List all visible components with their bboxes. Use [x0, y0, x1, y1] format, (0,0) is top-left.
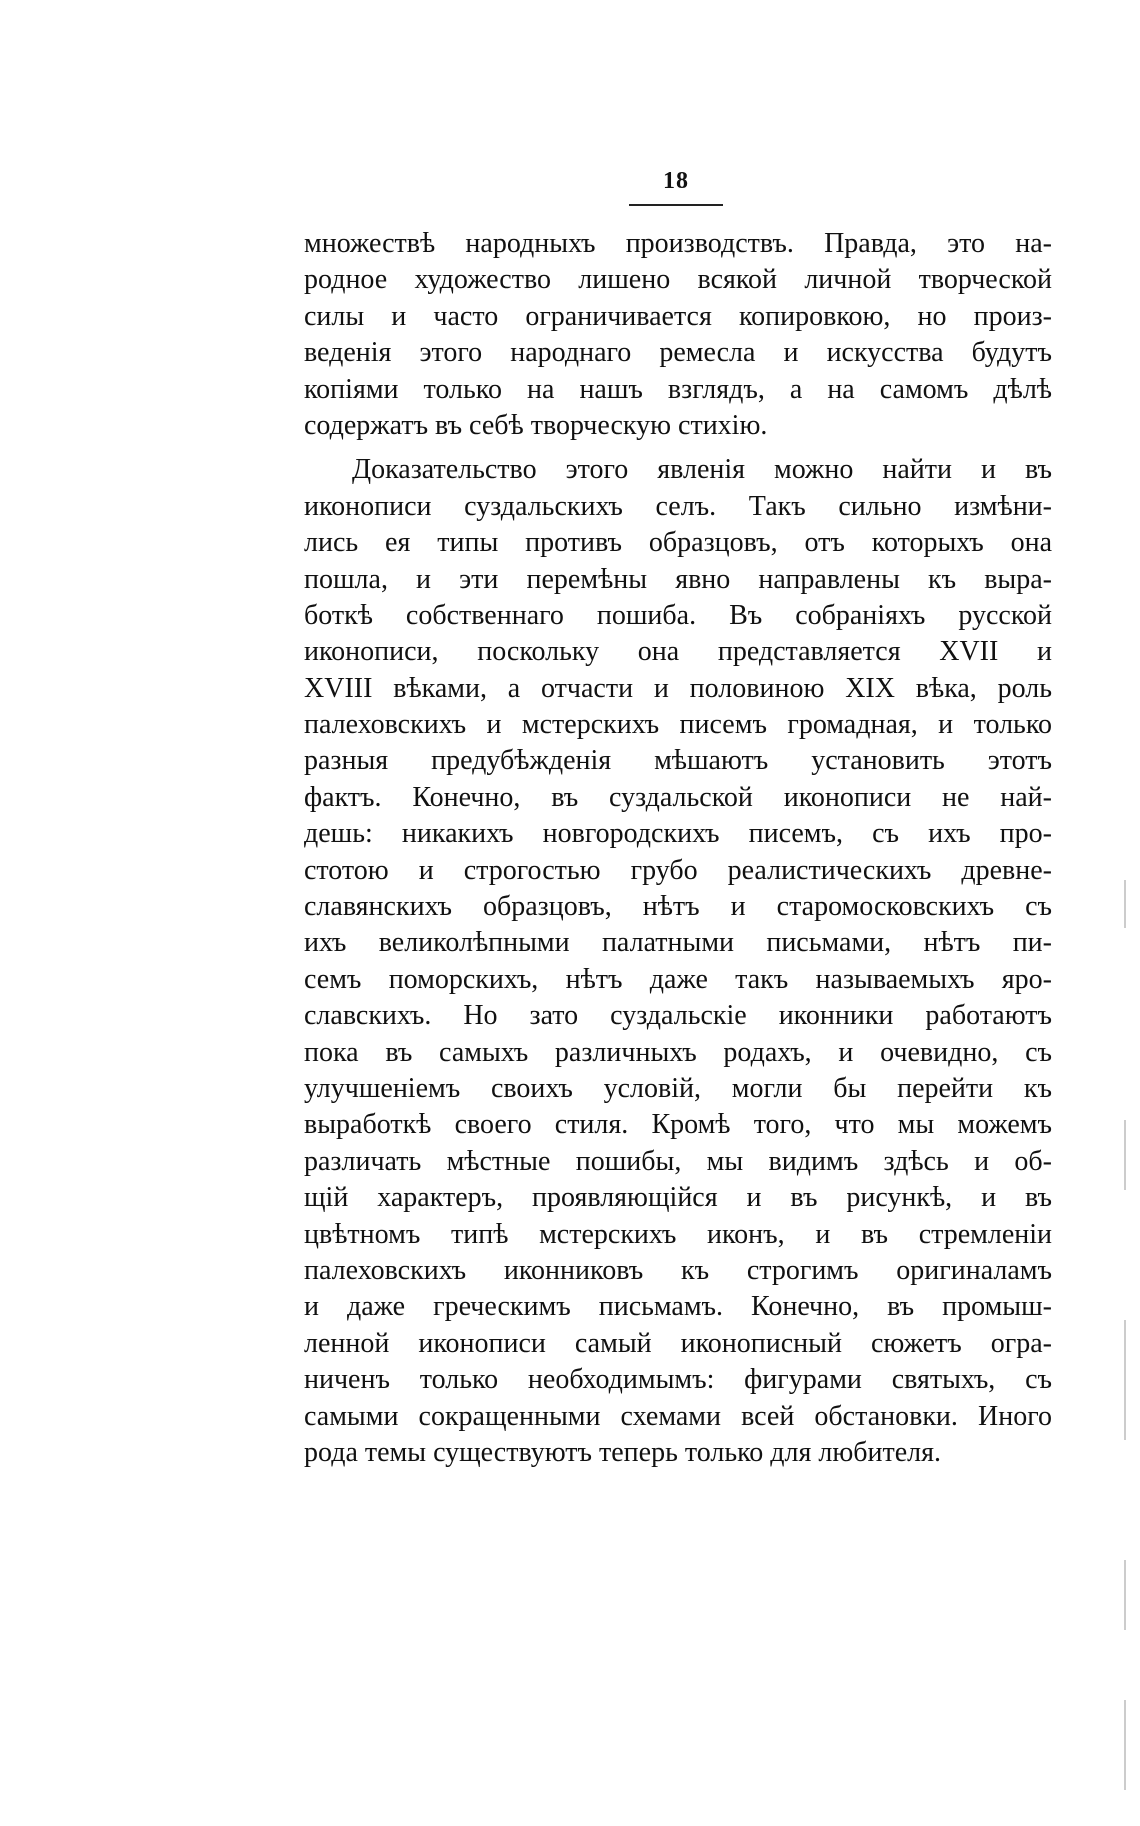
text-line: родное художество лишено всякой личной творческой	[304, 264, 1052, 296]
text-line: иконописи, поскольку она представляется XVII и	[304, 636, 1052, 668]
text-line: пошла, и эти перемѣны явно направлены къ выра-	[304, 563, 1052, 595]
text-line: различать мѣстные пошибы, мы видимъ здѣсь и об-	[304, 1145, 1052, 1177]
text-line: множествѣ народныхъ производствъ. Правда, это на-	[304, 228, 1052, 259]
text-line: палеховскихъ и мстерскихъ писемъ громадная, и только	[304, 709, 1052, 741]
text-line: славскихъ. Но зато суздальскіе иконники работаютъ	[304, 1000, 1052, 1032]
text-line: улучшеніемъ своихъ условій, могли бы перейти къ	[304, 1072, 1052, 1104]
text-line: дешь: никакихъ новгородскихъ писемъ, съ ихъ про-	[304, 818, 1052, 850]
text-line: и даже греческимъ письмамъ. Конечно, въ промыш-	[304, 1291, 1052, 1323]
text-line: лись ея типы противъ образцовъ, отъ которыхъ она	[304, 527, 1052, 559]
text-line: ихъ великолѣпными палатными письмами, нѣтъ пи-	[304, 927, 1052, 959]
text-line: выработкѣ своего стиля. Кромѣ того, что мы можемъ	[304, 1109, 1052, 1141]
text-line: фактъ. Конечно, въ суздальской иконописи не най-	[304, 781, 1052, 813]
text-line: рода темы существуютъ теперь только для любителя.	[304, 1436, 941, 1468]
text-line: содержатъ въ себѣ творческую стихію.	[304, 409, 768, 441]
body-text	[304, 226, 1052, 1471]
paragraph-1	[304, 226, 1052, 444]
text-line: ниченъ только необходимымъ: фигурами святыхъ, съ	[304, 1364, 1052, 1396]
text-line: самыми сокращенными схемами всей обстановки. Иного	[304, 1400, 1052, 1432]
text-line: цвѣтномъ типѣ мстерскихъ иконъ, и въ стремленіи	[304, 1218, 1052, 1250]
page-number-underline	[629, 204, 723, 206]
text-line: пока въ самыхъ различныхъ родахъ, и очевидно, съ	[304, 1036, 1052, 1068]
scan-edge-mark	[1124, 1560, 1126, 1630]
text-line: щій характеръ, проявляющійся и въ рисункѣ, и въ	[304, 1182, 1052, 1214]
text-line: силы и часто ограничивается копировкою, но произ-	[304, 300, 1052, 332]
text-line: боткѣ собственнаго пошиба. Въ собраніяхъ русской	[304, 599, 1052, 631]
text-line: веденія этого народнаго ремесла и искусства будутъ	[304, 337, 1052, 369]
text-line: иконописи суздальскихъ селъ. Такъ сильно измѣни-	[304, 490, 1052, 522]
text-line: семъ поморскихъ, нѣтъ даже такъ называемыхъ яро-	[304, 963, 1052, 995]
text-line: Доказательство этого явленія можно найти и въ	[352, 454, 1052, 486]
text-line: XVIII вѣками, а отчасти и половиною XIX вѣка, роль	[304, 672, 1052, 704]
scan-edge-mark	[1124, 1700, 1126, 1790]
text-line: славянскихъ образцовъ, нѣтъ и старомосковскихъ съ	[304, 891, 1052, 923]
text-line: разныя предубѣжденія мѣшаютъ установить этотъ	[304, 745, 1052, 777]
text-line: ленной иконописи самый иконописный сюжетъ огра-	[304, 1327, 1052, 1359]
scan-edge-mark	[1124, 1120, 1126, 1190]
paragraph-2	[304, 452, 1052, 1471]
scan-edge-mark	[1124, 880, 1126, 928]
page-number: 18	[663, 168, 689, 194]
text-line: стотою и строгостью грубо реалистическихъ древне-	[304, 854, 1052, 886]
scan-edge-mark	[1124, 1320, 1126, 1440]
text-line: копіями только на нашъ взглядъ, а на самомъ дѣлѣ	[304, 373, 1052, 405]
text-line: палеховскихъ иконниковъ къ строгимъ оригиналамъ	[304, 1254, 1052, 1286]
